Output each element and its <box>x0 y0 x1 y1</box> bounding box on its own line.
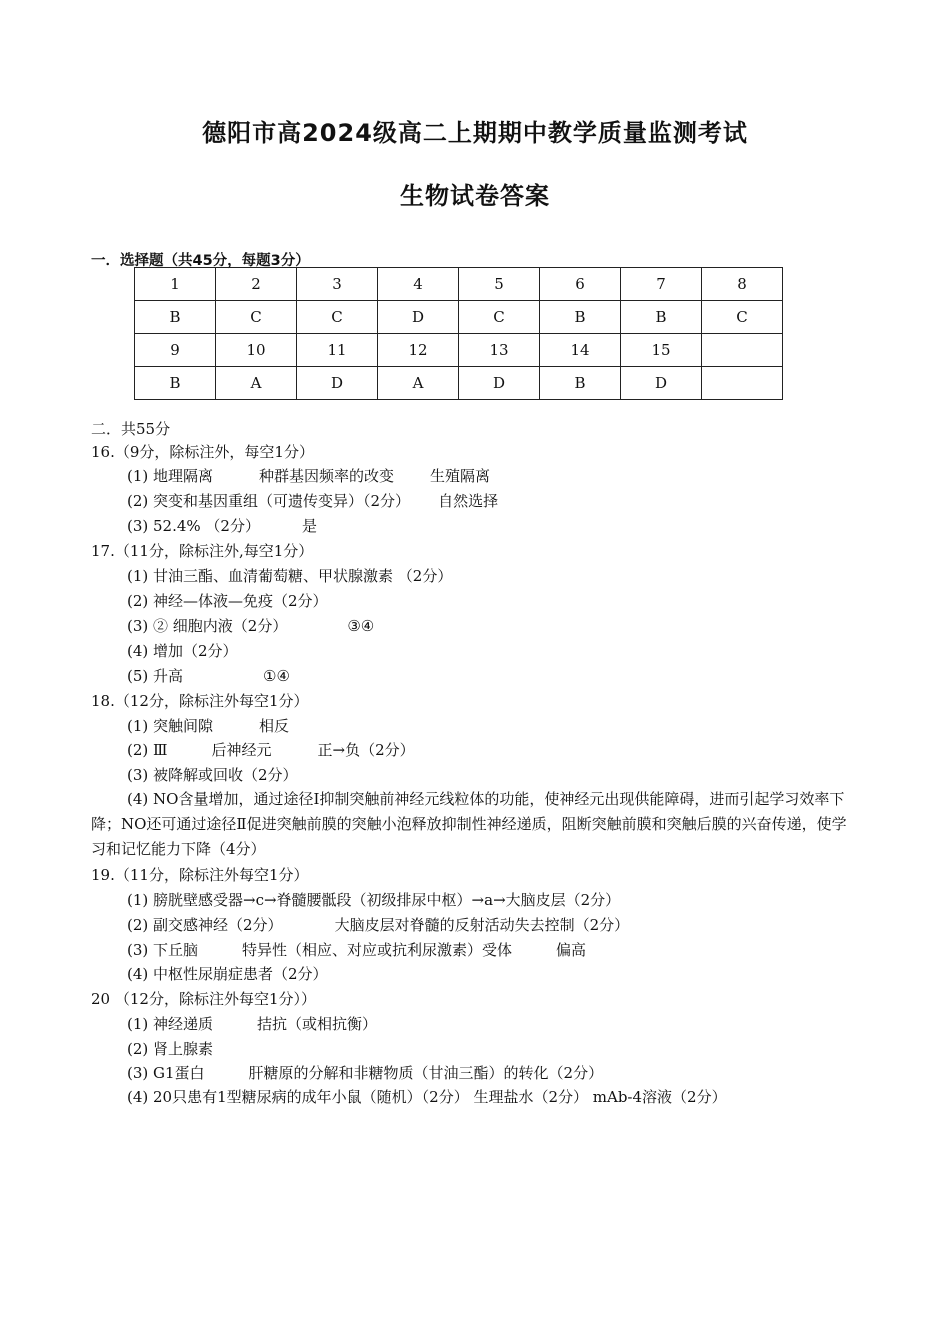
table-cell: C <box>459 301 540 334</box>
answer-text: 自然选择 <box>438 492 499 510</box>
q20-answer-1 <box>127 1015 377 1033</box>
q20-answer-4: (4) 20只患有1型糖尿病的成年小鼠（随机）（2分） 生理盐水（2分） mAb-4溶液（2分） <box>127 1088 727 1106</box>
table-cell: B <box>540 301 621 334</box>
table-cell: 7 <box>621 268 702 301</box>
table-cell <box>702 367 783 400</box>
answer-text: 特异性（相应、对应或抗利尿激素）受体 <box>242 941 513 959</box>
table-cell: D <box>459 367 540 400</box>
answer-text: ③④ <box>347 617 375 635</box>
table-cell: A <box>216 367 297 400</box>
answer-text: (2) 副交感神经（2分） <box>127 916 283 934</box>
answer-text: 生殖隔离 <box>430 467 491 485</box>
q19-answer-1: (1) 膀胱壁感受器→c→脊髓腰骶段（初级排尿中枢）→a→大脑皮层（2分） <box>127 891 621 909</box>
answer-text: 种群基因频率的改变 <box>259 467 395 485</box>
table-cell: C <box>216 301 297 334</box>
q19-header: 19.（11分，除标注外每空1分） <box>91 866 309 884</box>
answer-text: 后神经元 <box>211 741 272 759</box>
answer-text: 偏高 <box>556 941 587 959</box>
table-cell: B <box>540 367 621 400</box>
table-cell: 14 <box>540 334 621 367</box>
answer-text: (1) 神经递质 <box>127 1015 214 1033</box>
answer-text: (1) 突触间隙 <box>127 717 214 735</box>
table-cell: C <box>702 301 783 334</box>
q16-answer-2 <box>127 492 498 510</box>
q20-header: 20 （12分，除标注外每空1分）） <box>91 990 316 1008</box>
table-cell: 3 <box>297 268 378 301</box>
q16-answer-1 <box>127 467 490 485</box>
section2-heading: 二．共55分 <box>91 420 171 438</box>
q20-answer-2: (2) 肾上腺素 <box>127 1040 214 1058</box>
q18-answer-2 <box>127 741 415 759</box>
q17-header: 17.（11分，除标注外,每空1分） <box>91 542 314 560</box>
answer-text: ①④ <box>263 667 290 685</box>
table-cell: B <box>135 367 216 400</box>
table-cell: 10 <box>216 334 297 367</box>
table-cell: C <box>297 301 378 334</box>
table-cell: 15 <box>621 334 702 367</box>
q16-answer-3 <box>127 517 317 535</box>
table-cell: 13 <box>459 334 540 367</box>
table-cell: 12 <box>378 334 459 367</box>
table-cell: 11 <box>297 334 378 367</box>
q18-header: 18.（12分，除标注外每空1分） <box>91 692 309 710</box>
table-cell: D <box>297 367 378 400</box>
q19-answer-3 <box>127 941 586 959</box>
answer-text: 相反 <box>259 717 290 735</box>
q17-answer-5 <box>127 667 290 685</box>
answer-text: (1) 地理隔离 <box>127 467 214 485</box>
table-cell <box>702 334 783 367</box>
answer-text: 正→负（2分） <box>317 741 415 759</box>
answer-text: 拮抗（或相抗衡） <box>257 1015 378 1033</box>
q18-answer-4: (4) NO含量增加，通过途径Ⅰ抑制突触前神经元线粒体的功能，使神经元出现供能障碍，进而引起学习效率下降；NO还可通过途径Ⅱ促进突触前膜的突触小泡释放抑制性神经递质，阻断突触前膜和突触后膜的兴奋传递，使学习和记忆能力下降（4分） <box>91 790 847 858</box>
table-cell: D <box>621 367 702 400</box>
title-line1: 德阳市高2024级高二上期期中教学质量监测考试 <box>202 119 748 147</box>
table-cell: 1 <box>135 268 216 301</box>
table-cell: 2 <box>216 268 297 301</box>
answer-text: (3) 52.4% （2分） <box>127 517 260 535</box>
q20-answer-3 <box>127 1064 603 1082</box>
answer-text: (2) Ⅲ <box>127 741 168 759</box>
q17-answer-4: (4) 增加（2分） <box>127 642 238 660</box>
table-cell: 8 <box>702 268 783 301</box>
answer-table <box>134 267 783 400</box>
q19-answer-4: (4) 中枢性尿崩症患者（2分） <box>127 965 328 983</box>
table-cell: A <box>378 367 459 400</box>
answer-text: (5) 升高 <box>127 667 184 685</box>
table-row <box>135 301 783 334</box>
answer-text: 大脑皮层对脊髓的反射活动失去控制（2分） <box>334 916 630 934</box>
q18-answer-1 <box>127 717 289 735</box>
table-row <box>135 268 783 301</box>
table-row <box>135 367 783 400</box>
table-cell: 4 <box>378 268 459 301</box>
q17-answer-1: (1) 甘油三酯、血清葡萄糖、甲状腺激素 （2分） <box>127 567 453 585</box>
table-cell: D <box>378 301 459 334</box>
answer-text: 是 <box>301 517 317 535</box>
q19-answer-2 <box>127 916 629 934</box>
table-cell: B <box>621 301 702 334</box>
answer-text: 肝糖原的分解和非糖物质（甘油三酯）的转化（2分） <box>248 1064 604 1082</box>
title-line2: 生物试卷答案 <box>400 182 550 210</box>
answer-text: (3) G1蛋白 <box>127 1064 205 1082</box>
q16-header: 16.（9分，除标注外，每空1分） <box>91 443 314 461</box>
answer-text: (3) 下丘脑 <box>127 941 199 959</box>
table-cell: 5 <box>459 268 540 301</box>
answer-text: (2) 突变和基因重组（可遗传变异）（2分） <box>127 492 411 510</box>
answer-text: (3) ② 细胞内液（2分） <box>127 617 288 635</box>
q18-answer-3: (3) 被降解或回收（2分） <box>127 766 298 784</box>
table-cell: B <box>135 301 216 334</box>
table-row <box>135 334 783 367</box>
table-cell: 9 <box>135 334 216 367</box>
q17-answer-3 <box>127 617 374 635</box>
q17-answer-2: (2) 神经—体液—免疫（2分） <box>127 592 328 610</box>
table-cell: 6 <box>540 268 621 301</box>
section1-heading: 一．选择题（共45分，每题3分） <box>91 253 310 269</box>
